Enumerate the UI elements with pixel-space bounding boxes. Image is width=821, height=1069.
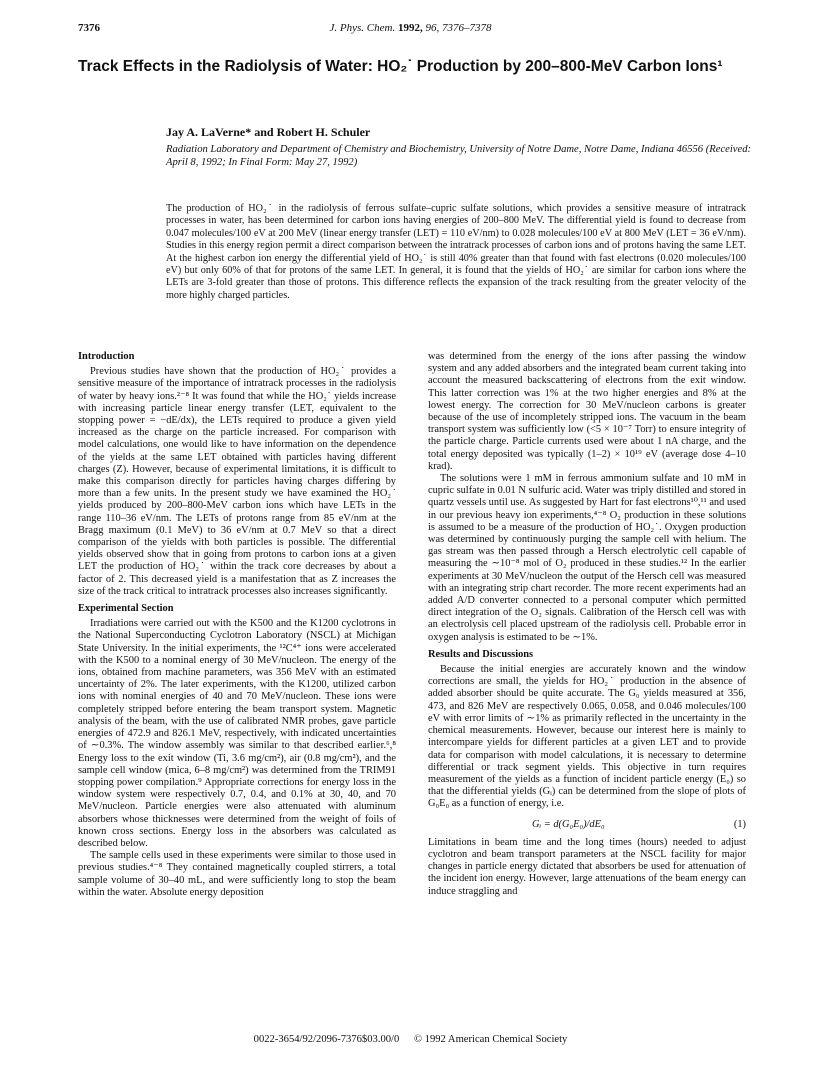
experimental-paragraph-2: The sample cells used in these experiments were similar to those used in previous studies.⁴⁻⁸ They contained magnetically coupled stirrers, a total sample volume of 30–40 mL, and were sufficiently long to stop the beam within the water. Absolute energy deposition — [78, 850, 396, 898]
equation-1 — [428, 819, 746, 831]
limitations-paragraph: Limitations in beam time and the long times (hours) needed to adjust cyclotron and beam transport parameters at the NSCL facility for major changes in particle energy dictated that absorbers be used for attenuation of the incident ion energy. However, large attenuations of the beam energy can induce straggling and — [428, 836, 746, 897]
footer-copyright: © 1992 American Chemical Society — [413, 1034, 568, 1045]
section-heading-experimental: Experimental Section — [78, 603, 174, 615]
equation-number: (1) — [733, 818, 746, 830]
journal-year: 1992, — [397, 22, 423, 34]
results-paragraph: Because the initial energies are accurately known and the window corrections are small, the yields for HO₂˙ production in the absence of added absorber should be quite accurate. The G₀ yields measured at 356, 473, and 826 MeV are respectively 0.065, 0.058, and 0.046 molecules/100 eV with error limits of ∼1% as primarily reflected in the uncertainty in the chemical measurements. However, because our interest here is mainly to intercompare yields for different particles at a given LET and to provide data for comparison with model calculations, it is necessary to determine differential or track segment yields. This objective in turn requires measurement of the yields as a function of incident particle energy (E₀) so that the differential yields (Gᵢ) can be determined from the slope of plots of G₀E₀ as a function of energy, i.e. — [428, 664, 746, 810]
journal-name: J. Phys. Chem. — [329, 22, 396, 34]
journal-volume: 96, — [425, 22, 440, 34]
footer-code: 0022-3654/92/2096-7376$03.00/0 — [253, 1034, 400, 1045]
experimental-paragraph-1: Irradiations were carried out with the K500 and the K1200 cyclotrons in the National Superconducting Cyclotron Laboratory (NSCL) at Michigan State University. In the initial experiments, the ¹²C⁴⁺ ions were accelerated with the K500 to a nominal energy of 30 MeV/nucleon. The energy of the ions, obtained from machine parameters, was 356 MeV with an estimated uncertainty of 2%. The later experiments, with the K1200, utilized carbon ions with nominal energies of 40 and 70 MeV/nucleon. These ions were completely stripped before entering the beam transport system. Magnetic analysis of the beam, with the use of calibrated NMR probes, gave particle energies of 472.9 and 826.1 MeV, respectively, with indicated uncertainties of ∼0.3%. The window assembly was similar to that described earlier.⁶,⁸ Energy loss to the exit window (Ti, 3.6 mg/cm²), air (0.8 mg/cm²), and the sample cell window (mica, 6–8 mg/cm²) was determined from the TRIM91 stopping power compilation.⁹ Appropriate corrections for energy loss in the window system were respectively 0.7, 0.4, and 0.1% at 30, 40, and 70 MeV/nucleon. Particle energies were also attenuated with aluminum absorbers whose thicknesses were determined from the weight of foils of known cross sections. Energy loss in the absorbers was calculated as described below. — [78, 618, 396, 849]
right-column — [428, 351, 746, 898]
article-title: Track Effects in the Radiolysis of Water: HO₂˙ Production by 200–800-MeV Carbon Ions¹ — [78, 58, 723, 75]
journal-pages: 7376–7378 — [441, 22, 492, 34]
solutions-paragraph: The solutions were 1 mM in ferrous ammonium sulfate and 10 mM in cupric sulfate in 0.01 N sulfuric acid. Water was triply distilled and stored in quartz vessels until use. As suggested by Hart for fast electrons¹⁰,¹¹ and used in our previous heavy ion experiments,⁴⁻⁸ O₂ production in these solutions is assumed to be a measure of the production of HO₂˙. Oxygen production was determined by continuously purging the sample cell with helium. The gas stream was then passed through a Hersch electrolytic cell capable of measuring the ∼10⁻⁸ mol of O₂ produced in these studies.¹² In the earlier experiments at 30 MeV/nucleon the output of the Hersch cell was measured with an integrating strip chart recorder. The more recent experiments had an added A/D converter connected to a personal computer which permitted direct integration of the O₂ signals. Calibration of the Hersch cell was with an electrolysis cell placed upstream of the radiolysis cell. Probable error in oxygen analysis is estimated to be ∼1%. — [428, 473, 746, 643]
continuation-paragraph: was determined from the energy of the ions after passing the window system and any added absorbers and the integrated beam current taking into account the measured backscattering of electrons from the exit window. This latter correction was 1% at the two higher energies and 8% at the lowest energy. The correction for 30 MeV/nucleon carbons is greater because of the use of incompletely stripped ions. The vacuum in the beam transport system was sufficiently low (<5 × 10⁻⁷ Torr) to ensure integrity of the particle charge. Particle currents used were about 1 nA charge, and the total energy deposited was typically (1–2) × 10¹⁹ eV (average dose 4–10 krad). — [428, 351, 746, 472]
equation-body: Gᵢ = d(G₀E₀)/dE₀ — [532, 818, 605, 830]
section-heading-introduction: Introduction — [78, 351, 135, 362]
affiliation: Radiation Laboratory and Department of Chemistry and Biochemistry, University of Notre Dame, Notre Dame, Indiana 46556 (Received: April 8, 1992; In Final Form: May 27, 1992) — [166, 144, 752, 168]
journal-header — [0, 22, 821, 34]
author-list: Jay A. LaVerne* and Robert H. Schuler — [166, 125, 371, 139]
abstract: The production of HO₂˙ in the radiolysis of ferrous sulfate–cupric sulfate solutions, which provides a sensitive measure of intratrack processes in water, has been determined for carbon ions having energies of 200–800 MeV. The differential yield is found to decrease from 0.047 molecules/100 eV at 200 MeV (linear energy transfer (LET) = 110 eV/nm) to 0.028 molecules/100 eV at 800 MeV (LET = 36 eV/nm). Studies in this energy region permit a direct comparison between the intratrack processes of carbon ions and of protons having the same LET. At the highest carbon ion energy the differential yield of HO₂˙ is still 40% greater than that found with fast electrons (0.020 molecules/100 eV) but only 60% of that for protons of the same LET. In general, it is found that the yields of HO₂˙ are similar for carbon ions where the LETs are 3-fold greater than those of protons. This difference reflects the expansion of the track resulting from the greater velocity of the more highly charged particles. — [166, 203, 746, 301]
introduction-paragraph: Previous studies have shown that the production of HO₂˙ provides a sensitive measure of the importance of intratrack processes in the radiolysis of water by heavy ions.²⁻⁸ It was found that while the HO₂˙ yields increase with increasing particle linear energy transfer (LET, equivalent to the stopping power = −dE/dx), the LETs required to produce a given yield increased as the charge on the particle increased. For comparison with model calculations, one would like to have information on the dependence of the yields at the same LET obtained with particles having different charges (Z). However, because of experimental limitations, it is difficult to make this comparison directly for particles having charges differing by more than a few units. In the present study we have examined the HO₂˙ yields produced by 200–800-MeV carbon ions which have LETs in the range 110–36 eV/nm. The LETs of protons range from 85 eV/nm at the Bragg maximum (0.1 MeV) to 36 eV/nm at 0.7 MeV so that a direct comparison of the yields with both particles is possible. The differential yields observed show that in going from protons to carbon ions at a given LET the production of HO₂˙ within the track core decreases by about a factor of 2. This decreased yield is a manifestation that as Z increases the size of the track critical to intratrack processes also increases significantly. — [78, 366, 396, 597]
section-heading-results: Results and Discussions — [428, 648, 534, 660]
page-footer — [0, 1034, 821, 1045]
left-column — [78, 351, 396, 899]
page-number: 7376 — [78, 22, 100, 34]
